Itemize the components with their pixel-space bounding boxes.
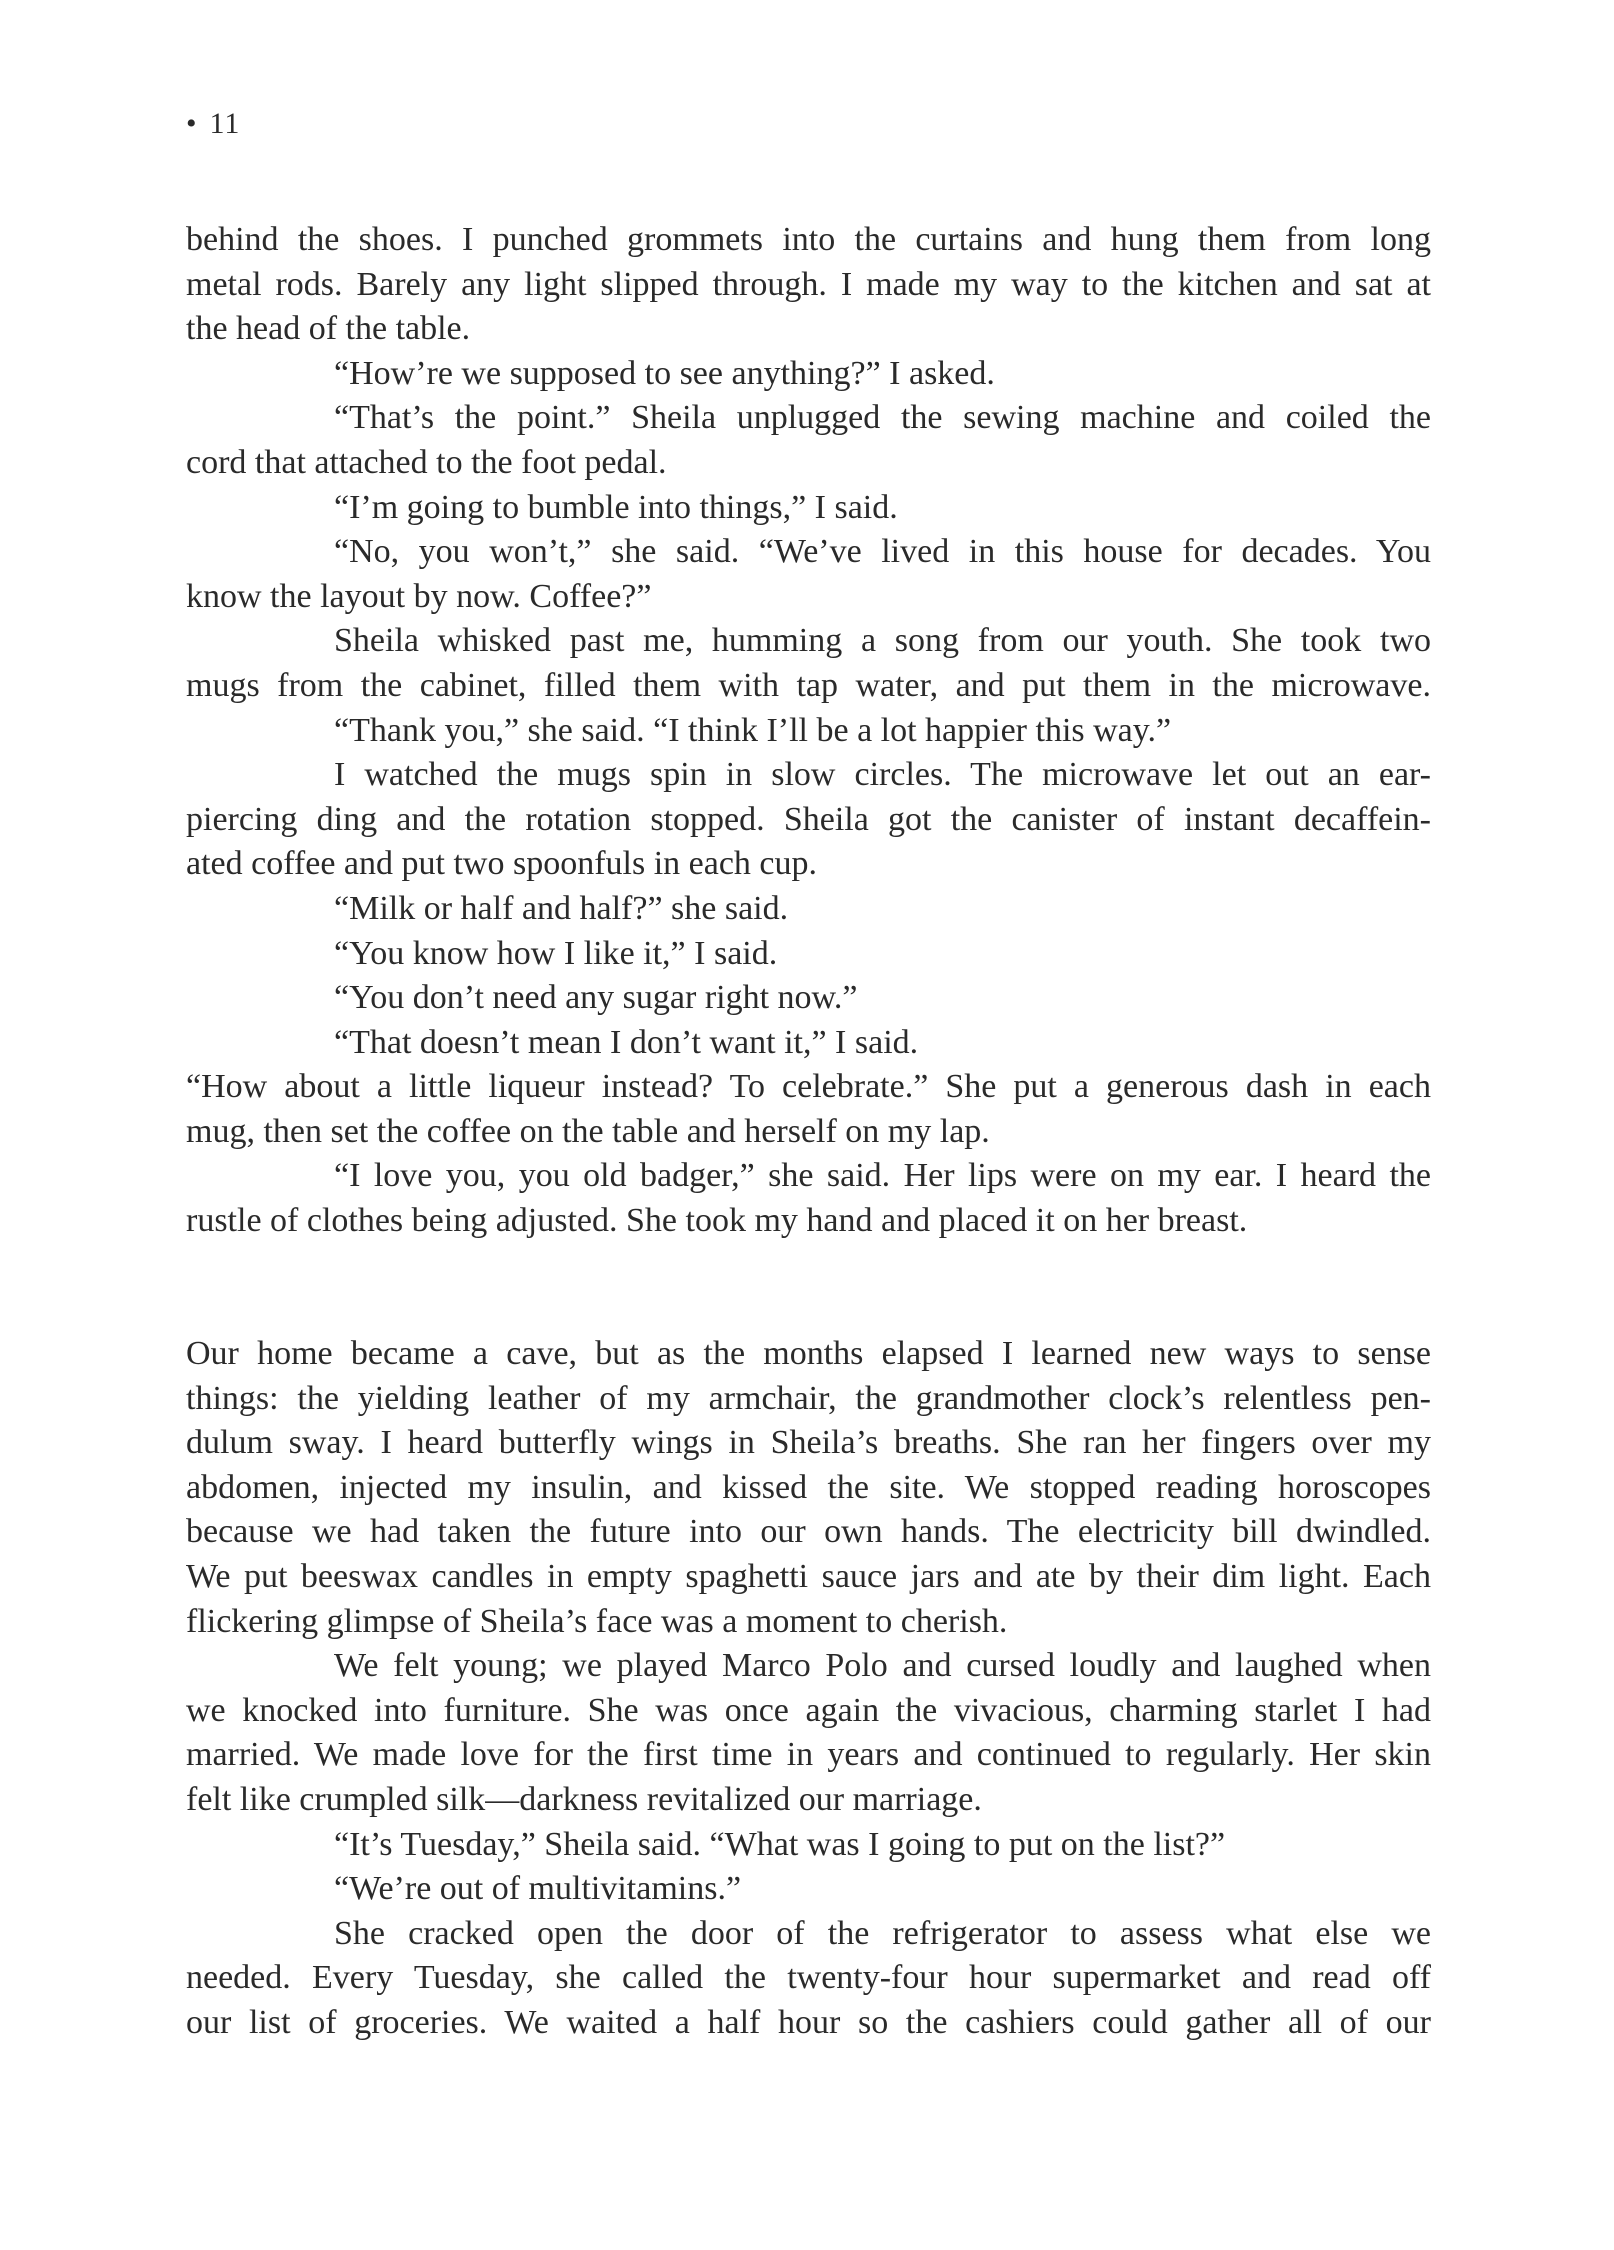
text-line: “That doesn’t mean I don’t want it,” I said. bbox=[334, 1023, 919, 1061]
text-line: piercing ding and the rotation stopped. Sheila got the canister of instant decaffein- bbox=[186, 800, 1431, 838]
text-line: the head of the table. bbox=[186, 310, 471, 348]
text-section-2 bbox=[186, 1332, 1431, 2046]
text-line: “Milk or half and half?” she said. bbox=[334, 889, 789, 927]
text-line: things: the yielding leather of my armchair, the grandmother clock’s relentless pen- bbox=[186, 1379, 1431, 1417]
text-line: “How about a little liqueur instead? To celebrate.” She put a generous dash in each bbox=[186, 1068, 1431, 1106]
text-line: “You know how I like it,” I said. bbox=[334, 934, 778, 972]
page-number-value: 11 bbox=[209, 107, 241, 140]
text-line: abdomen, injected my insulin, and kissed the site. We stopped reading horoscopes bbox=[186, 1468, 1431, 1506]
text-line: rustle of clothes being adjusted. She took my hand and placed it on her breast. bbox=[186, 1202, 1248, 1240]
text-section-1 bbox=[186, 218, 1431, 1244]
text-line: She cracked open the door of the refrigerator to assess what else we bbox=[334, 1914, 1431, 1952]
text-line: we knocked into furniture. She was once again the vivacious, charming starlet I had bbox=[186, 1691, 1431, 1729]
bullet-icon: • bbox=[186, 107, 198, 140]
text-line: “I love you, you old badger,” she said. Her lips were on my ear. I heard the bbox=[334, 1157, 1431, 1195]
text-line: mug, then set the coffee on the table and herself on my lap. bbox=[186, 1112, 990, 1150]
text-line: “I’m going to bumble into things,” I said. bbox=[334, 488, 898, 526]
text-line: Sheila whisked past me, humming a song from our youth. She took two bbox=[334, 622, 1431, 660]
text-line: I watched the mugs spin in slow circles. The microwave let out an ear- bbox=[334, 756, 1431, 794]
text-line: “You don’t need any sugar right now.” bbox=[334, 979, 858, 1017]
text-line: needed. Every Tuesday, she called the twenty-four hour supermarket and read off bbox=[186, 1959, 1431, 1997]
text-line: cord that attached to the foot pedal. bbox=[186, 443, 667, 481]
text-line: “That’s the point.” Sheila unplugged the sewing machine and coiled the bbox=[334, 399, 1431, 437]
text-line: “No, you won’t,” she said. “We’ve lived in this house for decades. You bbox=[334, 533, 1431, 571]
text-line: felt like crumpled silk—darkness revitalized our marriage. bbox=[186, 1780, 982, 1818]
text-line: ated coffee and put two spoonfuls in each cup. bbox=[186, 845, 818, 883]
text-line: “Thank you,” she said. “I think I’ll be a lot happier this way.” bbox=[334, 711, 1172, 749]
text-line: dulum sway. I heard butterfly wings in Sheila’s breaths. She ran her fingers over my bbox=[186, 1424, 1431, 1462]
text-line: metal rods. Barely any light slipped through. I made my way to the kitchen and sat at bbox=[186, 265, 1431, 303]
text-line: “We’re out of multivitamins.” bbox=[334, 1870, 742, 1908]
text-line: our list of groceries. We waited a half hour so the cashiers could gather all of our bbox=[186, 2003, 1431, 2041]
text-line: know the layout by now. Coffee?” bbox=[186, 577, 652, 615]
text-line: flickering glimpse of Sheila’s face was a moment to cherish. bbox=[186, 1602, 1008, 1640]
text-line: We felt young; we played Marco Polo and cursed loudly and laughed when bbox=[334, 1647, 1431, 1685]
text-line: Our home became a cave, but as the months elapsed I learned new ways to sense bbox=[186, 1335, 1431, 1372]
text-line: behind the shoes. I punched grommets into the curtains and hung them from long bbox=[186, 221, 1431, 258]
text-line: because we had taken the future into our own hands. The electricity bill dwindled. bbox=[186, 1513, 1431, 1551]
page-number bbox=[186, 104, 240, 144]
text-line: married. We made love for the first time in years and continued to regularly. Her skin bbox=[186, 1736, 1431, 1774]
text-line: “It’s Tuesday,” Sheila said. “What was I going to put on the list?” bbox=[334, 1825, 1226, 1863]
text-line: mugs from the cabinet, filled them with tap water, and put them in the microwave. bbox=[186, 666, 1431, 704]
text-line: We put beeswax candles in empty spaghetti sauce jars and ate by their dim light. Each bbox=[186, 1557, 1431, 1595]
text-line: “How’re we supposed to see anything?” I asked. bbox=[334, 354, 995, 392]
